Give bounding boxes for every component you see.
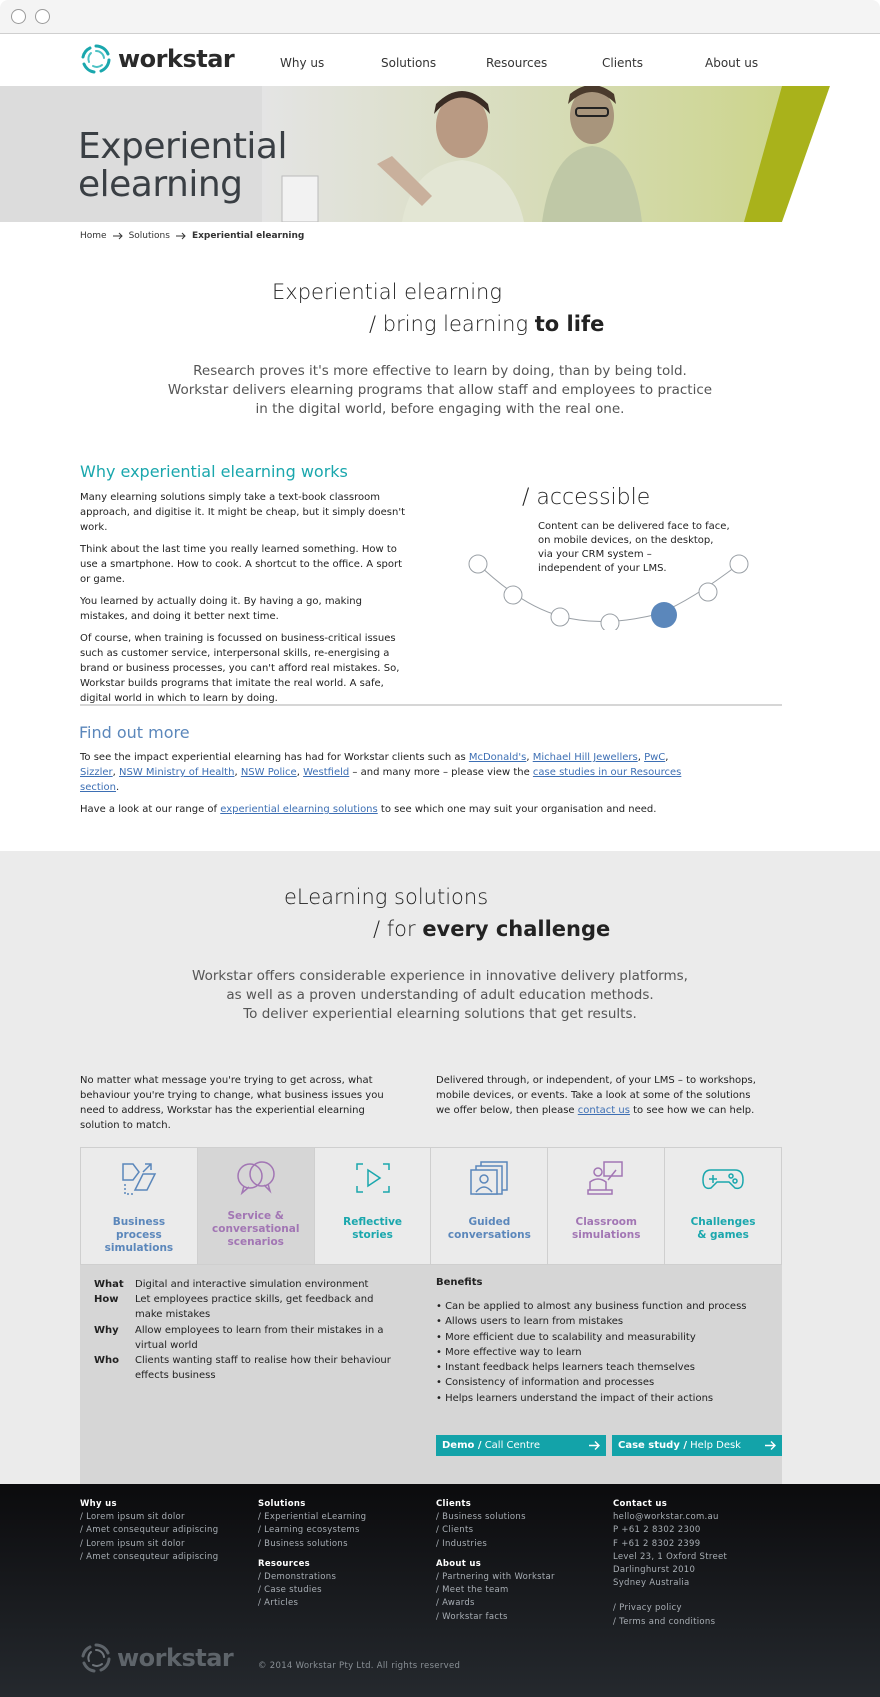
text: , xyxy=(234,767,241,778)
tab-label xyxy=(431,1216,547,1242)
tab-business-process[interactable] xyxy=(81,1148,198,1264)
cta-text: Help Desk xyxy=(686,1440,741,1451)
tab-reflective-stories[interactable] xyxy=(315,1148,432,1264)
slider-node-active[interactable] xyxy=(651,602,677,628)
benefit-item: • More effective way to learn xyxy=(436,1346,582,1358)
gamepad-icon xyxy=(701,1160,745,1196)
accessible-line: via your CRM system – xyxy=(538,549,652,560)
find-out-heading: Find out more xyxy=(79,723,190,742)
solutions-intro xyxy=(160,967,720,1024)
footer-logo-text: workstar xyxy=(117,1644,234,1672)
tab-label xyxy=(315,1216,431,1242)
arrow-right-icon xyxy=(113,232,123,240)
logo-text: workstar xyxy=(118,45,235,73)
link-mcdonalds[interactable]: McDonald's xyxy=(468,752,527,763)
detail-value: Clients wanting staff to realise how their behaviour effects business xyxy=(135,1355,391,1381)
detail-key: Why xyxy=(94,1325,119,1336)
case-study-help-desk-button[interactable] xyxy=(612,1435,782,1456)
tab-label xyxy=(548,1216,664,1242)
intro-line: To deliver experiential elearning solutions that get results. xyxy=(243,1006,637,1022)
footer-link[interactable]: / Lorem ipsum sit dolor xyxy=(80,1512,185,1523)
footer-heading[interactable]: Why us xyxy=(80,1499,117,1509)
tab-label-line: conversations xyxy=(447,1229,531,1241)
solutions-right-text xyxy=(436,1073,756,1118)
slider-node[interactable] xyxy=(551,608,569,626)
tab-label-line: Service & xyxy=(227,1210,284,1222)
site-footer xyxy=(0,1484,880,1697)
hero-title xyxy=(78,128,287,204)
tab-label-line: Reflective xyxy=(343,1216,403,1228)
footer-link[interactable]: / Amet consequteur adipiscing xyxy=(80,1525,219,1536)
classroom-icon xyxy=(586,1160,626,1196)
footer-heading[interactable]: Solutions xyxy=(258,1499,306,1509)
solutions-title-line1: eLearning solutions xyxy=(284,885,489,909)
workstar-logo-icon xyxy=(80,43,112,75)
link-contact-us[interactable]: contact us xyxy=(577,1105,630,1116)
detail-value: Digital and interactive simulation environment xyxy=(135,1279,369,1290)
tab-label-line: & games xyxy=(697,1229,749,1241)
breadcrumb-current: Experiential elearning xyxy=(191,231,305,241)
hero-banner xyxy=(0,86,880,222)
footer-link[interactable]: / Meet the team xyxy=(436,1585,509,1596)
solutions-title-line2 xyxy=(373,917,610,941)
detail-row-why xyxy=(94,1323,395,1353)
footer-col-contact xyxy=(613,1498,727,1629)
window-close-icon[interactable] xyxy=(11,9,26,24)
nav-about-us[interactable]: About us xyxy=(705,56,759,70)
text: to see which one may suit your organisation and need. xyxy=(377,804,657,815)
footer-heading[interactable]: About us xyxy=(436,1558,482,1569)
link-sizzler[interactable]: Sizzler xyxy=(80,767,113,778)
section-title-line1: Experiential elearning xyxy=(272,280,502,304)
benefit-item: • Allows users to learn from mistakes xyxy=(436,1316,624,1328)
footer-link[interactable]: / Awards xyxy=(436,1598,475,1609)
link-westfield[interactable]: Westfield xyxy=(303,767,350,778)
footer-link[interactable]: / Business solutions xyxy=(258,1538,348,1549)
solutions-title-prefix: / for xyxy=(373,917,423,941)
breadcrumb-solutions[interactable]: Solutions xyxy=(128,231,170,241)
arrow-right-icon xyxy=(176,232,186,240)
benefits-title: Benefits xyxy=(436,1277,483,1288)
benefit-item: • More efficient due to scalability and measurability xyxy=(436,1331,696,1343)
channel-slider-graphic xyxy=(462,548,758,630)
nav-resources[interactable]: Resources xyxy=(486,56,548,70)
find-out-paragraph xyxy=(80,750,700,795)
benefit-item: • Consistency of information and processes xyxy=(436,1377,655,1389)
why-paragraph: Many elearning solutions simply take a text-book classroom approach, and digitise it. It might be cheap, but it simply doesn't work. xyxy=(80,492,405,533)
detail-value: Let employees practice skills, get feedback and make mistakes xyxy=(135,1294,374,1320)
tab-classroom-simulations[interactable] xyxy=(548,1148,665,1264)
chat-icon xyxy=(234,1160,278,1196)
detail-value: Allow employees to learn from their mistakes in a virtual world xyxy=(135,1325,384,1351)
workstar-logo[interactable] xyxy=(80,43,234,75)
footer-link[interactable]: / Case studies xyxy=(258,1585,322,1596)
breadcrumb-home[interactable]: Home xyxy=(80,231,107,241)
footer-email[interactable]: hello@workstar.com.au xyxy=(613,1512,719,1523)
tab-label-line: Guided xyxy=(468,1216,511,1228)
link-nsw-health[interactable]: NSW Ministry of Health xyxy=(119,767,235,778)
demo-call-centre-button[interactable] xyxy=(436,1435,606,1456)
why-paragraph: Think about the last time you really learned something. How to use a smartphone. How to cook. A shortcut to the office. A sport or game. xyxy=(80,544,403,585)
text: , xyxy=(665,752,669,763)
solutions-title-bold: every challenge xyxy=(422,917,611,941)
footer-address: Level 23, 1 Oxford Street xyxy=(613,1551,728,1562)
benefit-item: • Helps learners understand the impact of their actions xyxy=(436,1392,714,1404)
detail-key: How xyxy=(94,1294,119,1305)
footer-link[interactable]: / Learning ecosystems xyxy=(258,1525,360,1536)
text: , xyxy=(112,767,120,778)
footer-link[interactable]: / Experiential eLearning xyxy=(258,1512,367,1523)
footer-link[interactable]: / Amet consequteur adipiscing xyxy=(80,1551,219,1562)
arrow-right-icon xyxy=(765,1435,776,1456)
slider-node[interactable] xyxy=(699,583,717,601)
footer-col-solutions xyxy=(258,1498,366,1611)
footer-link[interactable]: / Clients xyxy=(436,1525,474,1536)
footer-phone: P +61 2 8302 2300 xyxy=(613,1525,701,1536)
accessible-line: on mobile devices, on the desktop, xyxy=(538,535,714,546)
text: Delivered through, or independent, of your LMS – to workshops, mobile devices, or events. Take a look at some of the solutions we offer below, then please xyxy=(436,1075,756,1116)
tab-label-line: process xyxy=(116,1229,162,1241)
nav-clients[interactable]: Clients xyxy=(602,56,643,70)
why-paragraph: Of course, when training is focussed on business-critical issues such as customer service, interpersonal skills, re-energising a brand or business processes, you can't afford real mistakes. So, Workstar builds programs that imitate the real world. A safe, digital world in which to learn by doing. xyxy=(80,633,400,704)
tab-service-conversational[interactable] xyxy=(198,1148,315,1264)
nav-solutions[interactable]: Solutions xyxy=(381,56,437,70)
accessible-line: Content can be delivered face to face, xyxy=(538,521,730,532)
arrow-right-icon xyxy=(589,1435,600,1456)
why-paragraph: You learned by actually doing it. By having a go, making mistakes, and doing it better next time. xyxy=(80,596,362,622)
slider-node[interactable] xyxy=(504,586,522,604)
why-heading: Why experiential elearning works xyxy=(80,462,348,481)
footer-heading[interactable]: Clients xyxy=(436,1499,472,1509)
accessible-line: independent of your LMS. xyxy=(538,563,667,574)
window-minimize-icon[interactable] xyxy=(35,9,50,24)
benefit-item: • Instant feedback helps learners teach themselves xyxy=(436,1362,695,1374)
footer-link[interactable]: / Lorem ipsum sit dolor xyxy=(80,1538,185,1549)
why-body xyxy=(80,490,410,713)
link-solutions[interactable]: experiential elearning solutions xyxy=(220,804,378,815)
text: to see how we can help. xyxy=(629,1105,755,1116)
footer-link[interactable]: / Business solutions xyxy=(436,1512,526,1523)
intro-line: Workstar delivers elearning programs that allow staff and employees to practice xyxy=(167,382,713,398)
copyright: © 2014 Workstar Pty Ltd. All rights reserved xyxy=(258,1661,461,1671)
people-icon xyxy=(469,1160,509,1196)
window-titlebar xyxy=(0,0,880,34)
hero-title-line1: Experiential xyxy=(78,126,287,167)
tab-label-line: simulations xyxy=(104,1242,174,1254)
tab-challenges-games[interactable] xyxy=(665,1148,781,1264)
solutions-left-text: No matter what message you're trying to get across, what behaviour you're trying to change, what business issues you need to address, Workstar has the experiential elearning solution to match. xyxy=(80,1075,384,1131)
text: . xyxy=(116,782,120,793)
footer-col-clients xyxy=(436,1498,555,1624)
intro-line: Workstar offers considerable experience in innovative delivery platforms, xyxy=(192,968,688,984)
link-michael-hill[interactable]: Michael Hill Jewellers xyxy=(532,752,638,763)
footer-heading[interactable]: Resources xyxy=(258,1558,311,1569)
tab-label-line: stories xyxy=(352,1229,393,1241)
footer-fax: F +61 2 8302 2399 xyxy=(613,1538,701,1549)
footer-link[interactable]: / Demonstrations xyxy=(258,1572,337,1583)
workstar-logo-icon xyxy=(80,1642,112,1674)
link-case-studies[interactable]: case studies in our Resources section xyxy=(80,767,682,793)
footer-privacy-link[interactable]: / Privacy policy xyxy=(613,1603,682,1614)
find-out-body xyxy=(80,750,700,824)
tab-label-line: Business xyxy=(112,1216,166,1228)
footer-col-why-us xyxy=(80,1498,218,1564)
link-pwc[interactable]: PwC xyxy=(644,752,666,763)
detail-key: Who xyxy=(94,1355,120,1366)
slider-node[interactable] xyxy=(601,614,619,630)
site-header xyxy=(0,34,880,86)
footer-link[interactable]: / Industries xyxy=(436,1538,488,1549)
play-icon xyxy=(353,1160,393,1196)
footer-address: Darlinghurst 2010 xyxy=(613,1565,696,1576)
detail-key: What xyxy=(94,1279,124,1290)
text: To see the impact experiential elearning has had for Workstar clients such as xyxy=(80,752,469,763)
intro-line: in the digital world, before engaging with the real one. xyxy=(255,401,625,417)
tab-label-line: Classroom xyxy=(575,1216,637,1228)
slider-node[interactable] xyxy=(469,555,487,573)
text: , xyxy=(637,752,645,763)
footer-link[interactable]: / Partnering with Workstar xyxy=(436,1572,555,1583)
footer-link[interactable]: / Workstar facts xyxy=(436,1611,508,1622)
text: – and many more – please view the xyxy=(349,767,533,778)
tab-label-line: conversational xyxy=(212,1223,300,1235)
section-title-bold: to life xyxy=(534,312,605,336)
solutions-tabs xyxy=(80,1147,782,1265)
section-divider xyxy=(80,704,782,706)
footer-terms-link[interactable]: / Terms and conditions xyxy=(613,1616,716,1627)
tab-guided-conversations[interactable] xyxy=(431,1148,548,1264)
text: Have a look at our range of xyxy=(80,804,221,815)
text: , xyxy=(296,767,304,778)
detail-row-how xyxy=(94,1292,395,1322)
tab-label xyxy=(81,1216,197,1255)
footer-heading: Contact us xyxy=(613,1499,668,1509)
footer-logo[interactable] xyxy=(80,1642,233,1674)
tab-label-line: scenarios xyxy=(227,1236,284,1248)
section-intro xyxy=(160,362,720,419)
slider-node[interactable] xyxy=(730,555,748,573)
hero-photo xyxy=(262,86,880,222)
tab-label xyxy=(665,1216,781,1242)
process-icon xyxy=(119,1160,159,1196)
section-title-line2 xyxy=(369,312,604,336)
cta-bold: Demo / xyxy=(442,1440,482,1451)
find-out-paragraph xyxy=(80,802,700,817)
detail-row-who xyxy=(94,1353,395,1383)
benefit-item: • Can be applied to almost any business function and process xyxy=(436,1301,747,1312)
footer-link[interactable]: / Articles xyxy=(258,1598,299,1609)
accessible-title: / accessible xyxy=(522,485,651,510)
hero-title-line2: elearning xyxy=(78,164,243,205)
intro-line: Research proves it's more effective to learn by doing, than by being told. xyxy=(193,363,687,379)
cta-text: Call Centre xyxy=(481,1440,540,1451)
text: , xyxy=(526,752,533,763)
cta-bold: Case study / xyxy=(618,1440,687,1451)
benefits-list xyxy=(436,1299,747,1406)
tab-label-line: simulations xyxy=(571,1229,641,1241)
link-nsw-police[interactable]: NSW Police xyxy=(240,767,297,778)
footer-address: Sydney Australia xyxy=(613,1578,690,1589)
section-title-prefix: / bring learning xyxy=(369,312,535,336)
tab-label-line: Challenges xyxy=(690,1216,756,1228)
intro-line: as well as a proven understanding of adult education methods. xyxy=(226,987,654,1003)
solution-detail-panel xyxy=(80,1265,782,1484)
tab-label xyxy=(198,1210,314,1249)
breadcrumb xyxy=(80,231,304,241)
detail-row-what xyxy=(94,1277,395,1292)
nav-why-us[interactable]: Why us xyxy=(280,56,325,70)
